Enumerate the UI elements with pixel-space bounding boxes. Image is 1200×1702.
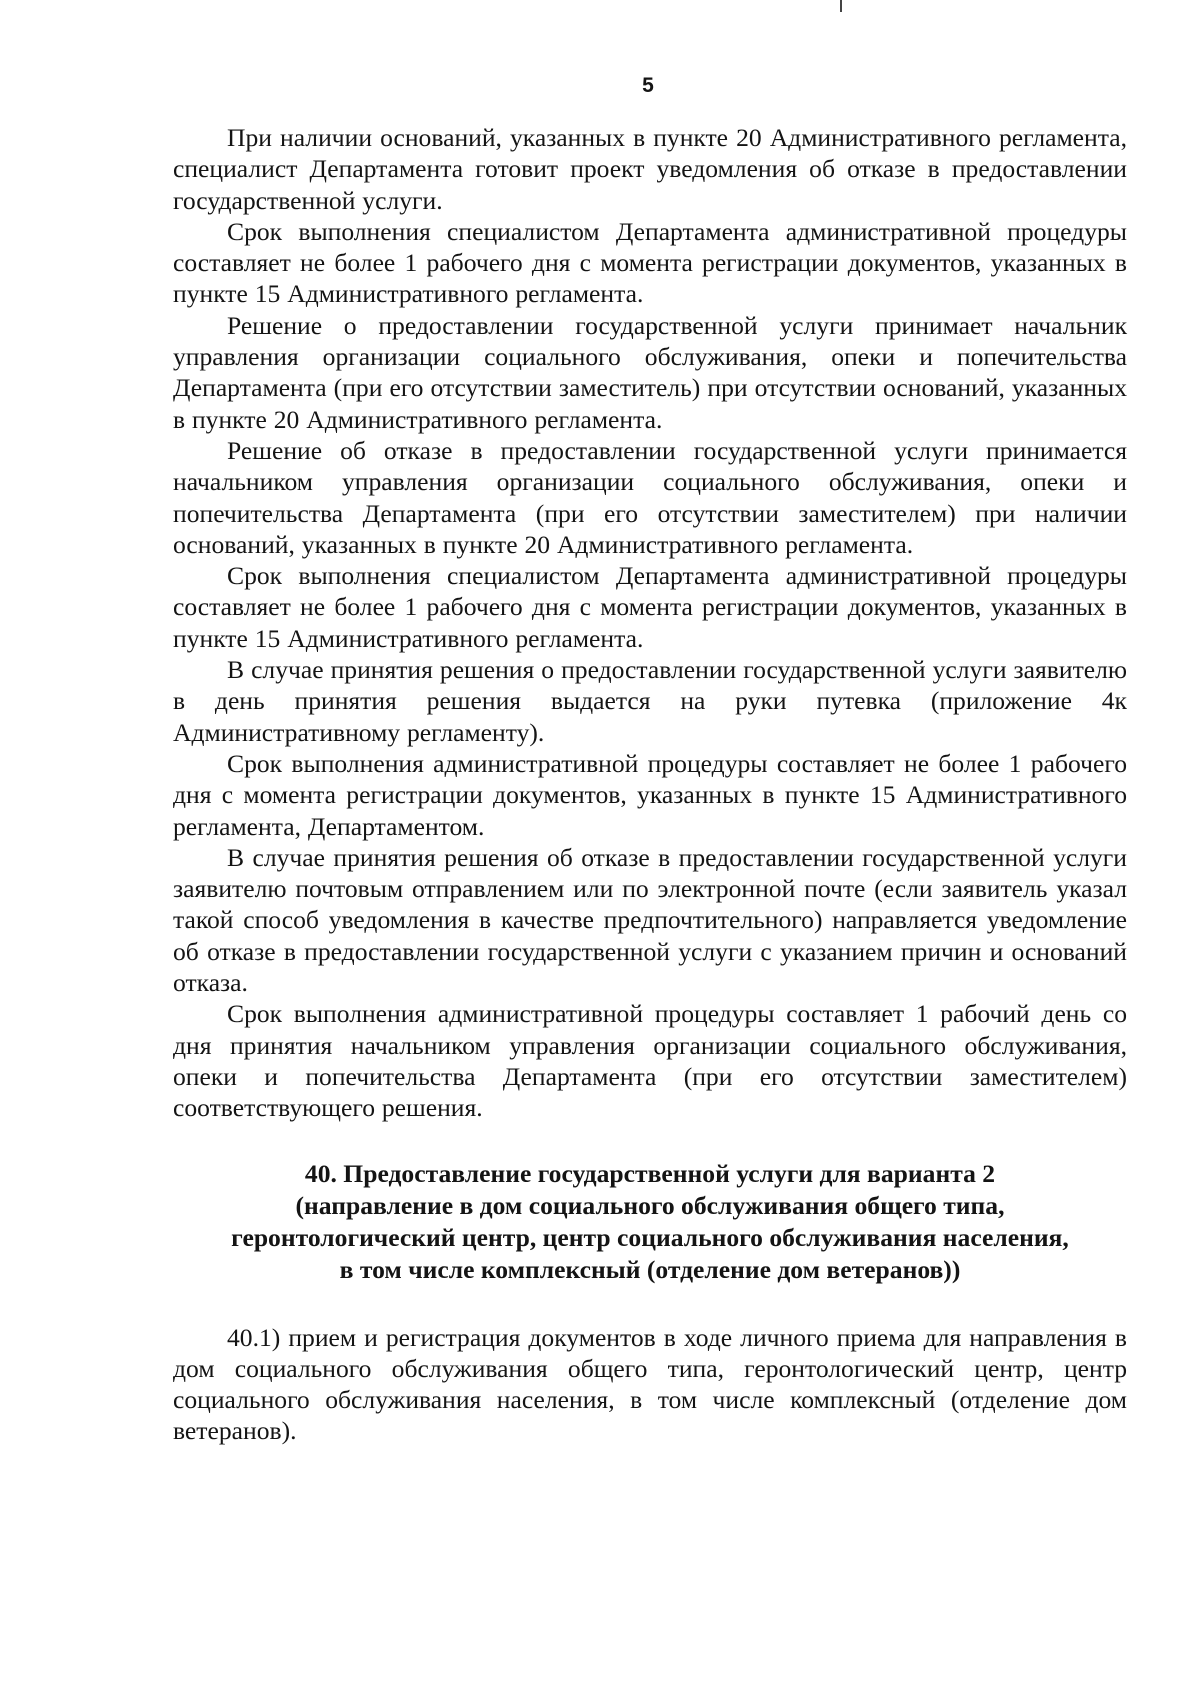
paragraph-7: Срок выполнения административной процедуры составляет не более 1 рабочего дня с момента регистрации документов, указанных в пункте 15 Административного регламента, Департаментом. [173, 748, 1127, 841]
page-number: 5 [642, 74, 654, 97]
section-heading-line-3: геронтологический центр, центр социального обслуживания населения, [231, 1222, 1069, 1252]
paragraph-5: Срок выполнения специалистом Департамента административной процедуры составляет не более 1 рабочего дня с момента регистрации документов, указанных в пункте 15 Административного регламента. [173, 561, 1127, 653]
paragraph-6: В случае принятия решения о предоставлении государственной услуги заявителю в день принятия решения выдается на руки путевка (приложение 4к Административному регламенту). [173, 655, 1127, 747]
section-paragraph-40-1: 40.1) прием и регистрация документов в ходе личного приема для направления в дом социального обслуживания общего типа, геронтологический центр, центр социального обслуживания населения, в том числе комплексный (отделение дом ветеранов). [173, 1322, 1127, 1446]
section-heading-line-1: 40. Предоставление государственной услуги для варианта 2 [304, 1158, 996, 1188]
paragraph-1: При наличии оснований, указанных в пункте 20 Административного регламента, специалист Департамента готовит проект уведомления об отказе в предоставлении государственной услуги. [173, 123, 1127, 215]
section-heading-line-4: в том числе комплексный (отделение дом ветеранов)) [339, 1254, 961, 1284]
section-heading [173, 1158, 1127, 1286]
paragraph-2: Срок выполнения специалистом Департамента административной процедуры составляет не более 1 рабочего дня с момента регистрации документов, указанных в пункте 15 Административного регламента. [173, 216, 1127, 309]
paragraph-8: В случае принятия решения об отказе в предоставлении государственной услуги заявителю почтовым отправлением или по электронной почте (если заявитель указал такой способ уведомления в качестве предпочтительного) направляется уведомление об отказе в предоставлении государственной услуги с указанием причин и оснований отказа. [173, 842, 1127, 998]
paragraph-9: Срок выполнения административной процедуры составляет 1 рабочий день со дня принятия начальником управления организации социального обслуживания, опеки и попечительства Департамента (при его отсутствии заместителем) соответствующего решения. [173, 999, 1127, 1123]
document-body [173, 122, 1127, 1447]
paragraph-4: Решение об отказе в предоставлении государственной услуги принимается начальником управления организации социального обслуживания, опеки и попечительства Департамента (при его отсутствии заместителем) при наличии оснований, указанных в пункте 20 Административного регламента. [173, 435, 1127, 559]
section-heading-line-2: (направление в дом социального обслуживания общего типа, [295, 1190, 1005, 1220]
paragraph-3: Решение о предоставлении государственной услуги принимает начальник управления организации социального обслуживания, опеки и попечительства Департамента (при его отсутствии заместитель) при отсутствии оснований, указанных в пункте 20 Административного регламента. [173, 310, 1127, 434]
